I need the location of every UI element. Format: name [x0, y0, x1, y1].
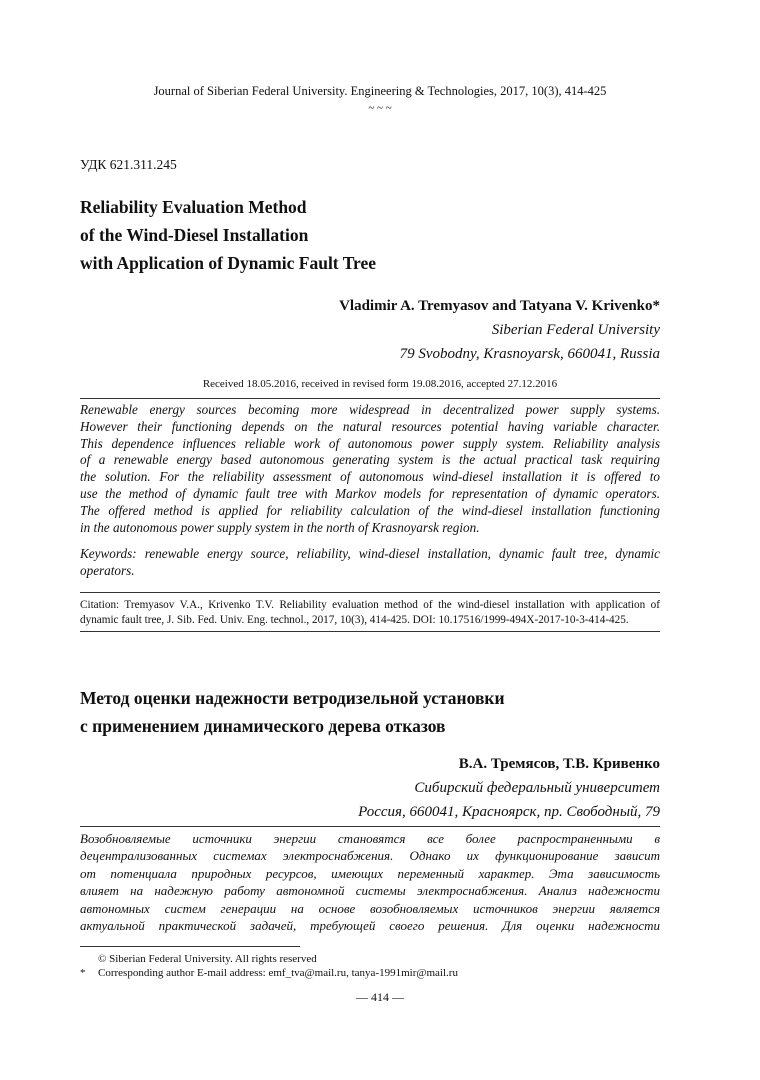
abstract-en-line: in the autonomous power supply system in the north of Krasnoyarsk region.	[80, 519, 480, 535]
footnote-rule	[80, 946, 300, 947]
corresponding-text: Corresponding author E-mail address: emf_tva@mail.ru, tanya-1991mir@mail.ru	[98, 967, 458, 979]
author-names-en: Vladimir A. Tremyasov and Tatyana V. Krivenko*	[339, 298, 660, 314]
authors-block-ru	[358, 752, 660, 824]
abstract-ru-top-rule	[80, 826, 660, 827]
copyright-text: © Siberian Federal University. All rights reserved	[98, 953, 317, 965]
authors-block-en	[339, 294, 660, 366]
abstract-en-line: However their functioning depends on the natural resources potential having variable character.	[80, 418, 660, 434]
page-number: — 414 —	[356, 990, 404, 1004]
citation-line: dynamic fault tree, J. Sib. Fed. Univ. Eng. technol., 2017, 10(3), 414-425. DOI: 10.17516/1999-494X-2017-10-3-414-425.	[80, 614, 629, 626]
journal-header: Journal of Siberian Federal University. Engineering & Technologies, 2017, 10(3), 414-425	[153, 84, 607, 98]
abstract-ru-line: влияет на надежную работу автономной системы электроснабжения. Анализ надежности	[80, 883, 660, 899]
affiliation-ru: Сибирский федеральный университет	[414, 780, 660, 796]
abstract-en-line: use the method of dynamic fault tree with Markov models for representation of dynamic operators.	[80, 485, 660, 501]
citation-top-rule	[80, 592, 660, 593]
keywords-line: Keywords: renewable energy source, reliability, wind-diesel installation, dynamic fault tree, dynamic	[80, 546, 660, 561]
received-dates: Received 18.05.2016, received in revised form 19.08.2016, accepted 27.12.2016	[202, 378, 558, 390]
address-ru: Россия, 660041, Красноярск, пр. Свободный, 79	[358, 804, 660, 820]
title-ru-line: с применением динамического дерева отказов	[80, 716, 446, 736]
address-en: 79 Svobodny, Krasnoyarsk, 660041, Russia	[399, 346, 660, 362]
copyright-footnote	[80, 952, 317, 966]
abstract-en-line: of a renewable energy based autonomous generating system is the actual practical task requiring	[80, 452, 660, 468]
header-ornament: ~ ~ ~	[368, 102, 392, 114]
corresponding-footnote	[80, 966, 458, 980]
footnote-star: *	[80, 967, 86, 979]
abstract-en-line: This dependence influences reliable work of autonomous power supply system. Reliability analysis	[80, 435, 660, 451]
title-ru-line: Метод оценки надежности ветродизельной установки	[80, 688, 505, 708]
abstract-ru	[80, 830, 660, 934]
abstract-ru-line: актуальной практической задачей, требующей своего решения. Для оценки надежности	[80, 918, 660, 934]
abstract-ru-line: от потенциала природных ресурсов, имеющих переменный характер. Эта зависимость	[80, 865, 660, 881]
abstract-en-line: The offered method is applied for reliability calculation of the wind-diesel installation functioning	[80, 502, 660, 518]
citation-line: Citation: Tremyasov V.A., Krivenko T.V. Reliability evaluation method of the wind-diesel installation with application of	[80, 599, 660, 611]
citation-bottom-rule	[80, 631, 660, 632]
abstract-en-line: the solution. For the reliability assessment of autonomous wind-diesel installation it is offered to	[80, 469, 660, 485]
keywords-line: operators.	[80, 562, 135, 578]
affiliation-en: Siberian Federal University	[491, 322, 660, 338]
keywords-en	[80, 546, 660, 580]
article-title-ru	[80, 684, 505, 740]
abstract-ru-line: автономных систем генерации на основе возобновляемых источников энергии является	[80, 900, 660, 916]
author-names-ru: В.А. Тремясов, Т.В. Кривенко	[458, 756, 660, 772]
article-title-en	[80, 193, 376, 277]
citation-block	[80, 598, 660, 628]
abstract-en	[80, 402, 660, 536]
title-en-line: of the Wind-Diesel Installation	[80, 225, 309, 245]
abstract-ru-line: Возобновляемые источники энергии становятся все более распространенными в	[80, 831, 660, 846]
udk-code: УДК 621.311.245	[80, 157, 177, 172]
abstract-ru-line: децентрализованных системах электроснабжения. Однако их функционирование зависит	[80, 848, 660, 864]
abstract-top-rule	[80, 398, 660, 399]
abstract-en-line: Renewable energy sources becoming more widespread in decentralized power supply systems.	[80, 402, 660, 417]
title-en-line: with Application of Dynamic Fault Tree	[80, 253, 377, 273]
title-en-line: Reliability Evaluation Method	[80, 197, 307, 217]
